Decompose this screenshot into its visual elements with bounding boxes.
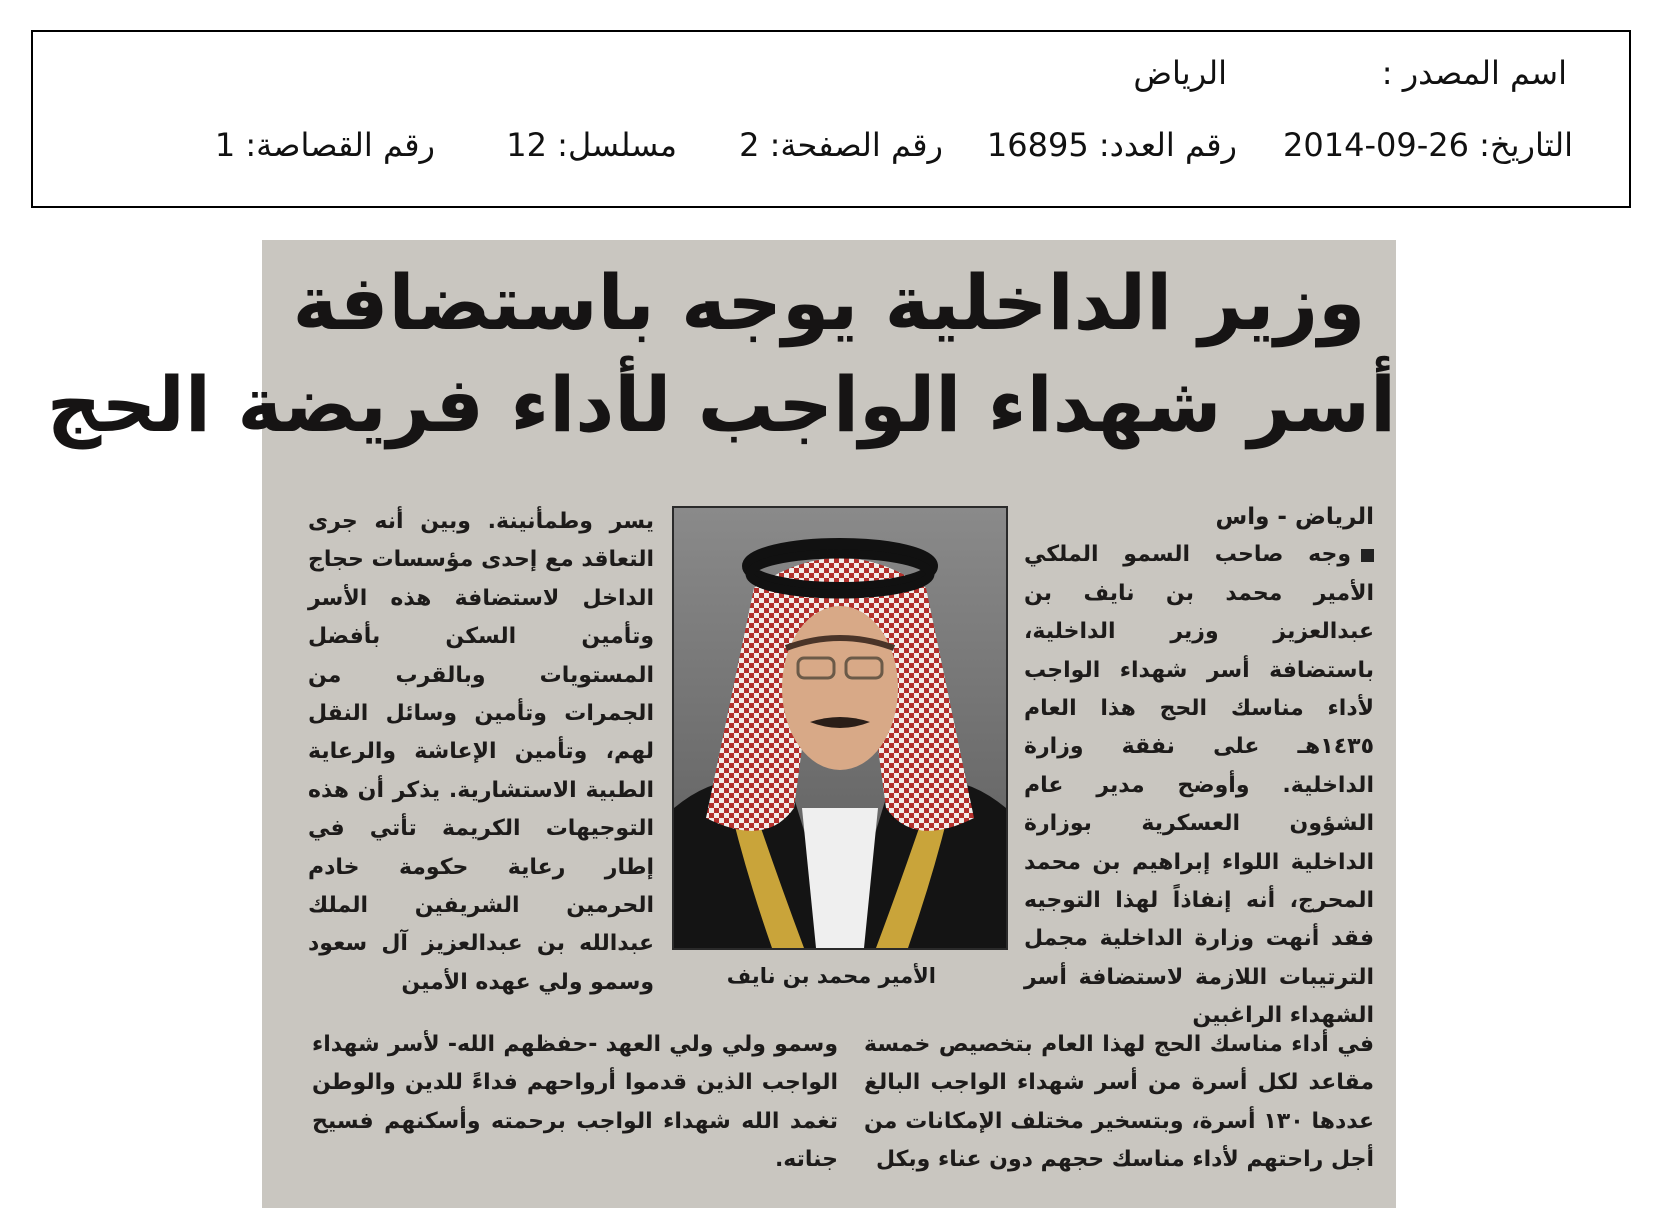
article-column-left [308,503,654,1002]
clip-number-field: رقم القصاصة: 1 [214,126,435,164]
newspaper-clipping [46,240,1396,1208]
date-field: التاريخ: 26-09-2014 [1283,126,1573,164]
bottom-left-text: وسمو ولي ولي العهد -حفظهم الله- لأسر شهداء الواجب الذين قدموا أرواحهم فداءً للدين والوطن تغمد الله شهداء الواجب برحمته وأسكنهم فسيح جناته. [312,1032,838,1173]
source-label: اسم المصدر : [1381,54,1567,92]
article-bottom-right [864,1026,1374,1180]
dateline: الرياض - واس [1215,504,1374,530]
page-number-field: رقم الصفحة: 2 [739,126,943,164]
bullet-square-icon [1361,549,1374,562]
source-info-box [31,30,1631,208]
portrait-illustration [674,508,1006,948]
article-bottom-left [312,1026,838,1180]
headline-line-2: أسر شهداء الواجب لأداء فريضة الحج [46,360,1396,449]
portrait-photo [672,506,1008,950]
issue-number-field: رقم العدد: 16895 [986,126,1237,164]
serial-field: مسلسل: 12 [506,126,677,164]
bottom-right-text: في أداء مناسك الحج لهذا العام بتخصيص خمسة مقاعد لكل أسرة من أسر شهداء الواجب البالغ عددها ١٣٠ أسرة، وبتسخير مختلف الإمكانات من أجل راحتهم لأداء مناسك حجهم دون عناء وبكل [864,1032,1374,1173]
left-column-text: يسر وطمأنينة. وبين أنه جرى التعاقد مع إحدى مؤسسات حجاج الداخل لاستضافة هذه الأسر وتأمين السكن بأفضل المستويات وبالقرب من الجمرات وتأمين وسائل النقل لهم، وتأمين الإعاشة والرعاية الطبية الاستشارية. يذكر أن هذه التوجيهات الكريمة تأتي في إطار رعاية حكومة خادم الحرمين الشريفين الملك عبدالله بن عبدالعزيز آل سعود وسمو ولي عهده الأمين [308,509,654,995]
source-value: الرياض [1133,54,1227,92]
headline-line-1: وزير الداخلية يوجه باستضافة [292,258,1366,347]
right-column-text: وجه صاحب السمو الملكي الأمير محمد بن نايف بن عبدالعزيز وزير الداخلية، باستضافة أسر شهداء الواجب لأداء مناسك الحج هذا العام ١٤٣٥هـ على نفقة وزارة الداخلية. وأوضح مدير عام الشؤون العسكرية بوزارة الداخلية اللواء إبراهيم بن محمد المحرج، أنه إنفاذاً لهذا التوجيه فقد أنهت وزارة الداخلية مجمل الترتيبات اللازمة لاستضافة أسر الشهداء الراغبين [1024,542,1374,1029]
photo-caption: الأمير محمد بن نايف [726,964,936,988]
article-column-right [1024,498,1374,1036]
